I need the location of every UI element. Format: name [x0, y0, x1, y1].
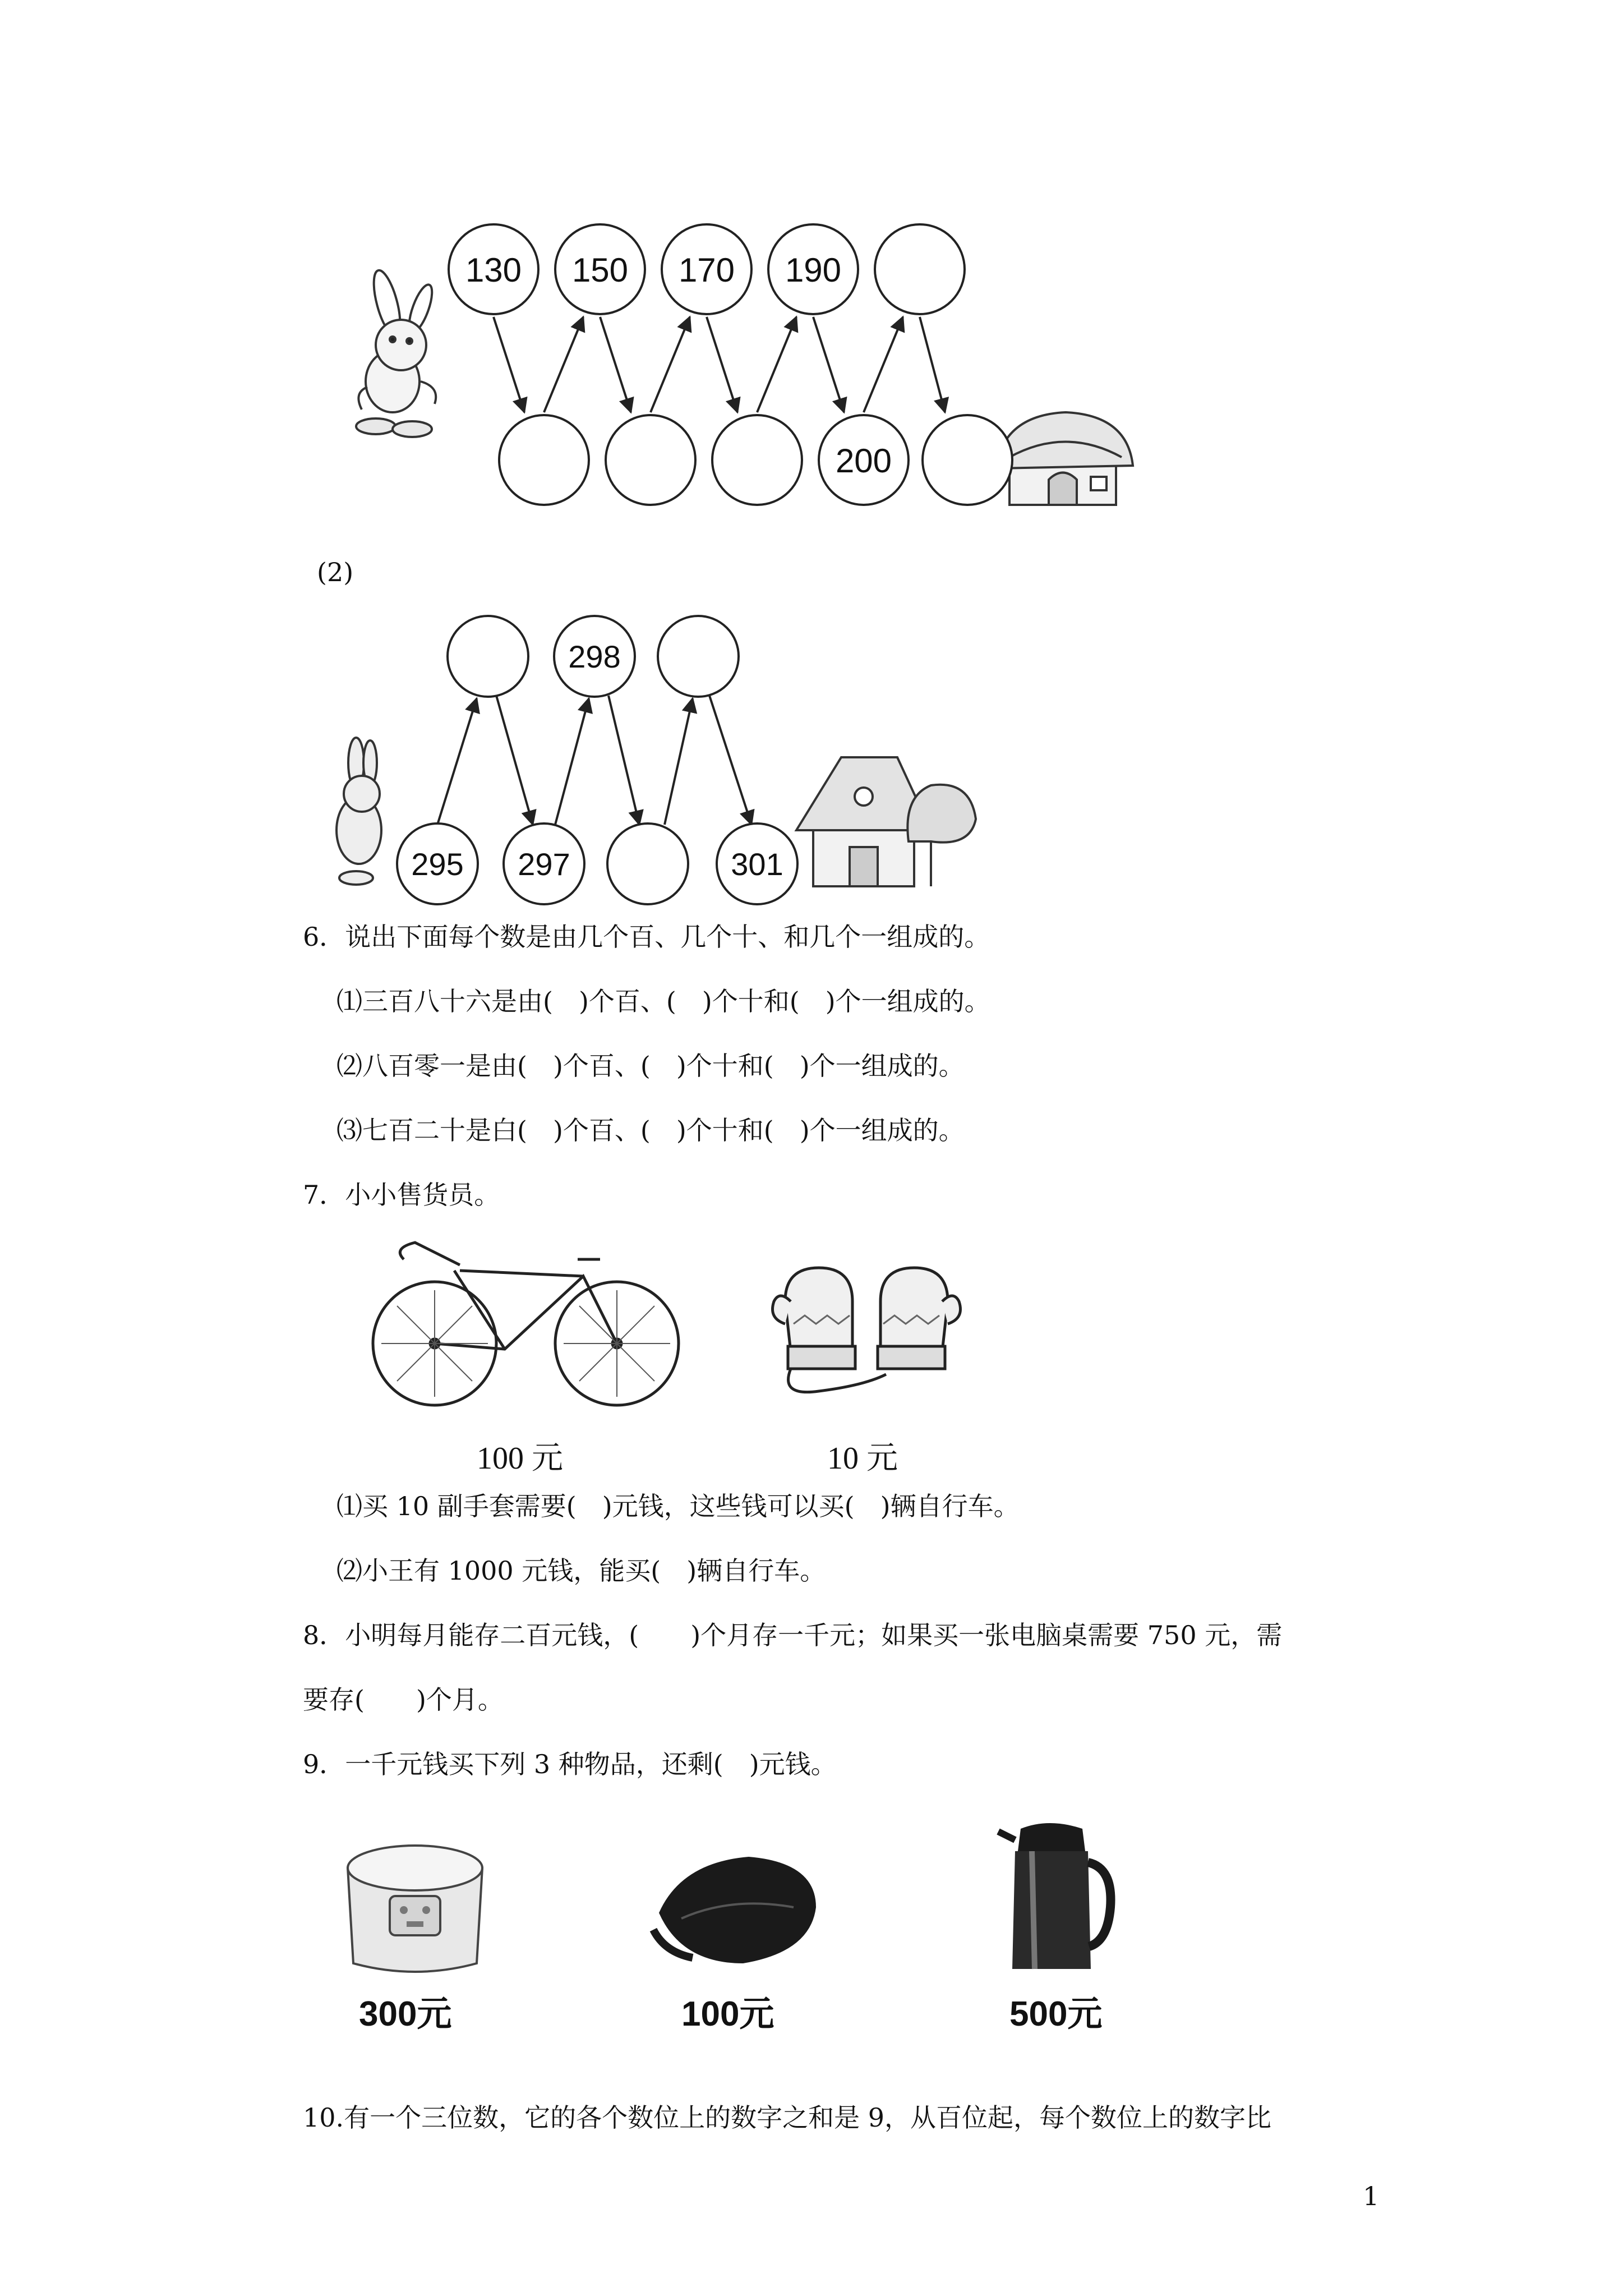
page-number: 1 — [1363, 2181, 1380, 2211]
q10-line-1: 10.有一个三位数，它的各个数位上的数字之和是 9，从百位起，每个数位上的数字比 — [303, 2102, 1272, 2133]
house-with-tree-icon — [796, 757, 976, 886]
electric-kettle-price: 500元 — [1009, 1995, 1103, 2033]
rice-cooker-icon — [336, 1829, 494, 1980]
q6-item-3: ⑶七百二十是白( )个百、( )个十和( )个一组成的。 — [336, 1115, 965, 1145]
q6-title: 6．说出下面每个数是由几个百、几个十、和几个一组成的。 — [303, 922, 990, 952]
d2-bottom-1: 295 — [411, 846, 464, 882]
rabbit-icon — [336, 738, 381, 885]
q7-item-1: ⑴买 10 副手套需要( )元钱，这些钱可以买( )辆自行车。 — [336, 1491, 1020, 1521]
house-icon — [995, 412, 1133, 505]
electric-grill-price: 100元 — [681, 1995, 774, 2033]
q6-item-1: ⑴三百八十六是由( )个百、( )个十和( )个一组成的。 — [336, 986, 990, 1016]
q9-title: 9．一千元钱买下列 3 种物品，还剩( )元钱。 — [303, 1749, 837, 1779]
q6-item-2: ⑵八百零一是由( )个百、( )个十和( )个一组成的。 — [336, 1051, 965, 1081]
d1-bottom-4: 200 — [835, 442, 892, 480]
mittens-icon — [763, 1257, 976, 1414]
number-chain-diagram-2 — [325, 595, 1032, 909]
glove-price: 10 元 — [827, 1441, 898, 1476]
d1-top-4: 190 — [785, 251, 842, 289]
q8-line-2: 要存( )个月。 — [303, 1685, 504, 1715]
q7-item-2: ⑵小王有 1000 元钱，能买( )辆自行车。 — [336, 1556, 826, 1586]
d2-bottom-4: 301 — [731, 846, 783, 882]
bike-price: 100 元 — [477, 1441, 563, 1476]
d1-top-2: 150 — [571, 251, 629, 289]
diagram2-label: (2) — [317, 557, 354, 587]
d1-top-1: 130 — [465, 251, 522, 289]
bicycle-icon — [370, 1226, 684, 1416]
d2-top-2: 298 — [568, 639, 621, 674]
d2-bottom-2: 297 — [518, 846, 570, 882]
electric-kettle-icon — [993, 1818, 1116, 1980]
q7-title: 7．小小售货员。 — [303, 1180, 500, 1210]
rice-cooker-price: 300元 — [359, 1995, 452, 2033]
rabbit-icon — [356, 268, 437, 437]
number-chain-diagram-1 — [336, 202, 1150, 539]
q8-line-1: 8．小明每月能存二百元钱，( )个月存一千元；如果买一张电脑桌需要 750 元，需 — [303, 1620, 1283, 1650]
electric-grill-icon — [648, 1846, 827, 1975]
d1-top-3: 170 — [678, 251, 735, 289]
